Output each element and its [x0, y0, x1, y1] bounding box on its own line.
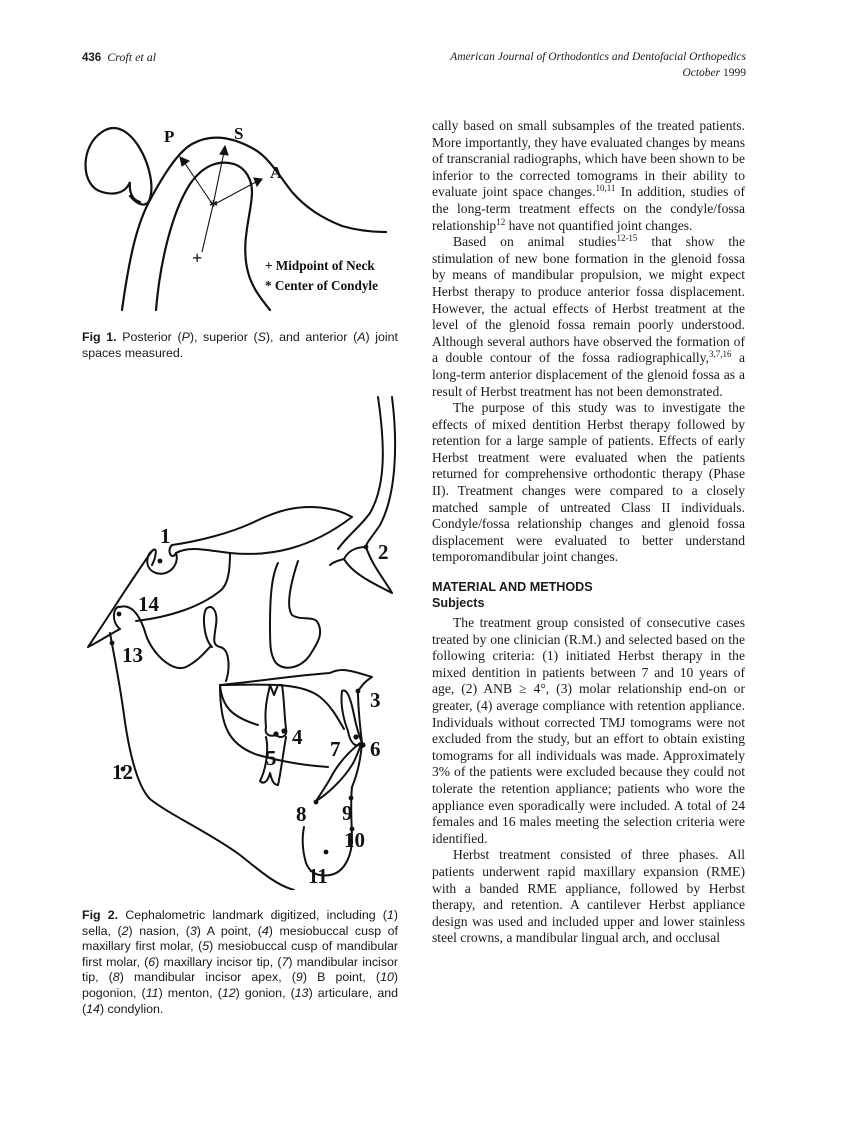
- paragraph-animal-studies: Based on animal studies$^{12-15}$ that show the stimulation of new bone formation in the glenoid fossa by means of mandibular propulsion, we might expect Herbst therapy to produce anterior fossa displacement. However, the actual effects of Herbst treatment at the level of the glenoid fossa remain poorly understood. Although several authors have observed the formation of a double contour of the fossa radiographically,$^{3,7,16}$ a long-term anterior displacement of the glenoid fossa as a result of Herbst treatment has not been demonstrated.: [432, 233, 745, 399]
- paragraph-treatment-group: The treatment group consisted of consecutive cases treated by one clinician (R.M.) and selected based on the following criteria: (1) initiated Herbst therapy in the mixed dentition in patients between 7 and 10 years of age, (2) ANB ≥ 4°, (3) molar relationship end-on or greater, (4) average compliance with retention appliance. Individuals without corrected TMJ tomograms were not excluded from the study, but an effort to obtain existing tomograms for all individuals was made. Approximately 3% of the patients were excluded because they could not tolerate the retention appliance; patients who wore the appliance even sporadically were included. A total of 24 females and 16 males meeting the selection criteria were identified.: [432, 615, 745, 846]
- running-authors: Croft et al: [107, 50, 157, 64]
- figure-2-cephalometric-tracing: [80, 385, 410, 890]
- figure-2-caption: Fig 2. Cephalometric landmark digitized, including (1) sella, (2) nasion, (3) A point, (4) mesiobuccal cusp of maxillary first molar, (5) mesiobuccal cusp of mandibular first molar, (6) maxillary incisor tip, (7) mandibular incisor tip, (8) mandibular incisor apex, (9) B point, (10) pogonion, (11) menton, (12) gonion, (13) articulare, and (14) condylion.: [82, 908, 399, 1016]
- landmark-label-1: 1: [160, 524, 171, 548]
- landmark-3-dot: [356, 689, 361, 694]
- landmark-label-3: 3: [370, 688, 381, 712]
- running-header-right: [450, 49, 746, 81]
- landmark-label-6: 6: [370, 737, 381, 761]
- landmark-label-7: 7: [330, 737, 341, 761]
- landmark-1-dot: [158, 559, 163, 564]
- body-text-column: [432, 118, 745, 947]
- anterior-vector: [213, 182, 256, 205]
- landmark-label-11: 11: [308, 864, 328, 888]
- paragraph-herbst-treatment: Herbst treatment consisted of three phases. All patients underwent rapid maxillary expansion (RME) with a banded RME appliance, followed by Herbst therapy, and retention. A cantilever Herbst appliance design was used and included upper and lower stainless steel crowns, a mandibular lingual arch, and occlusal: [432, 847, 745, 946]
- landmark-8-dot: [314, 800, 319, 805]
- landmark-label-4: 4: [292, 725, 303, 749]
- running-header-left: [82, 50, 156, 65]
- subsection-heading: Subjects: [432, 596, 485, 611]
- landmark-label-8: 8: [296, 802, 307, 826]
- landmark-5-dot: [273, 731, 278, 736]
- label-a: A: [270, 163, 283, 182]
- landmark-9-dot: [349, 796, 354, 801]
- figure-1-caption: Fig 1. Posterior (P), superior (S), and anterior (A) joint spaces measured.: [82, 330, 398, 360]
- landmark-13-dot: [110, 641, 115, 646]
- label-p: P: [164, 127, 175, 146]
- landmark-6-dot: [360, 742, 365, 747]
- center-of-condyle-marker: *: [209, 196, 218, 216]
- landmark-label-2: 2: [378, 540, 389, 564]
- landmark-label-13: 13: [122, 643, 143, 667]
- midpoint-of-neck-marker: +: [192, 248, 203, 268]
- legend-center-of-condyle: * Center of Condyle: [265, 278, 378, 293]
- landmark-14-dot: [117, 612, 122, 617]
- landmark-11-dot: [324, 850, 329, 855]
- paragraph-purpose: The purpose of this study was to investigate the effects of mixed dentition Herbst therapy followed by retention for a large sample of patients. Effects of early Herbst treatment were evaluated when the patients returned for comprehensive orthodontic therapy (Phase II). Treatment changes were compared to a closely matched sample of untreated Class II individuals. Condyle/fossa relationship changes and glenoid fossa displacement were evaluated to better understand temporomandibular joint changes.: [432, 400, 745, 565]
- landmark-4-dot: [281, 728, 286, 733]
- issue-date: October 1999: [682, 67, 746, 79]
- page-number: 436: [82, 52, 102, 64]
- landmark-label-12: 12: [112, 760, 133, 784]
- section-heading: MATERIAL AND METHODS: [432, 580, 593, 595]
- legend-midpoint-of-neck: + Midpoint of Neck: [265, 258, 375, 273]
- landmark-label-9: 9: [342, 801, 353, 825]
- landmark-2-dot: [364, 545, 369, 550]
- paragraph-continued: cally based on small subsamples of the treated patients. More importantly, they have evaluated changes by means of transcranial radiographs, which have been shown to be inferior to the corrected tomograms in their ability to evaluate joint space changes.$^{10,11}$ In addition, studies of the long-term treatment effects on the condyle/fossa relationship$^{12}$ have not quantified joint changes.: [432, 118, 745, 233]
- landmark-7-dot: [353, 734, 358, 739]
- journal-title: American Journal of Orthodontics and Dentofacial Orthopedics: [450, 51, 746, 63]
- landmark-label-10: 10: [344, 828, 365, 852]
- landmark-label-5: 5: [266, 746, 277, 770]
- landmark-label-14: 14: [138, 592, 159, 616]
- label-s: S: [234, 124, 244, 143]
- figure-1-joint-spaces-diagram: [80, 112, 410, 312]
